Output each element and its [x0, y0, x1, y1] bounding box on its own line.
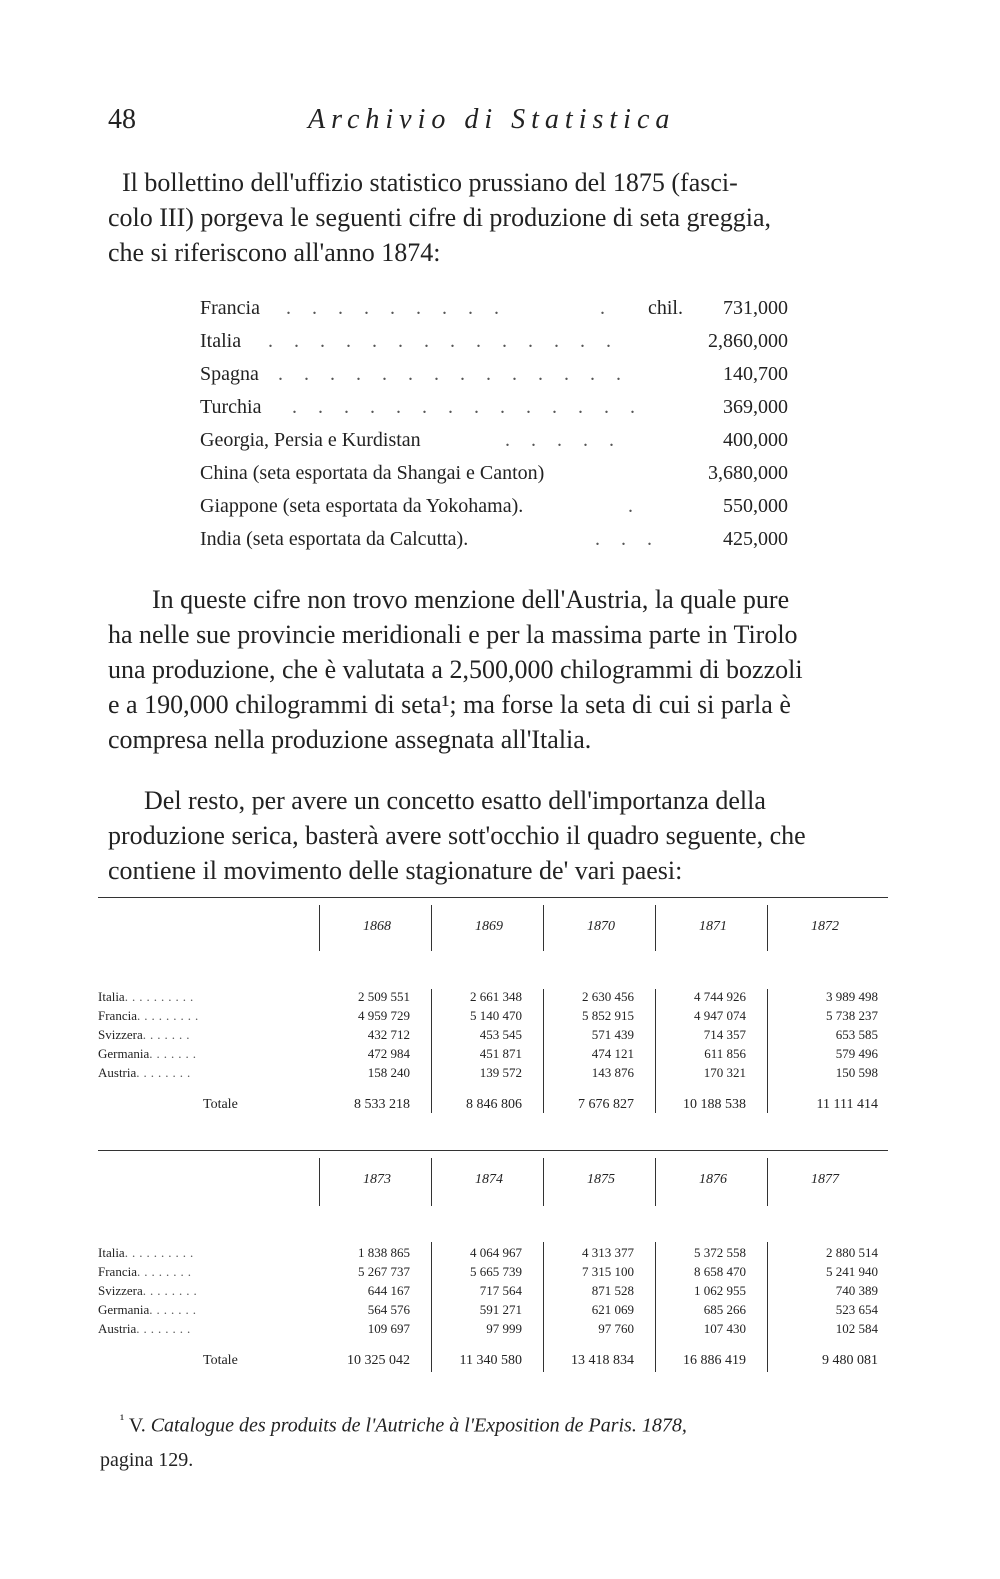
table-cell: 143 876: [591, 1065, 634, 1080]
year-header: 1871: [699, 919, 727, 934]
paragraph-austria: [108, 582, 888, 757]
table-cell: 150 598: [835, 1065, 878, 1080]
text-line: compresa nella produzione assegnata all'Italia.: [108, 725, 592, 754]
year-header: 1873: [363, 1172, 391, 1187]
row-label: Austria: [98, 1065, 137, 1080]
footnote-page: pagina 129.: [100, 1448, 194, 1471]
table-cell: 453 545: [479, 1027, 522, 1042]
year-header: 1874: [475, 1172, 503, 1187]
text-line: produzione serica, basterà avere sott'occhio il quadro seguente, che: [108, 821, 806, 850]
text-line: contiene il movimento delle stagionature de' vari paesi:: [108, 856, 683, 885]
text-line: In queste cifre non trovo menzione dell'Austria, la quale pure: [152, 585, 790, 614]
table-cell: 4 947 074: [694, 1008, 746, 1023]
year-header: 1876: [699, 1172, 727, 1187]
table-cell: 5 738 237: [826, 1008, 878, 1023]
table-cell: 5 241 940: [826, 1264, 878, 1279]
table-cell: 621 069: [591, 1302, 634, 1317]
table-cell: 97 999: [486, 1321, 522, 1336]
table-cell: 5 267 737: [358, 1264, 410, 1279]
table-cell: 432 712: [367, 1027, 410, 1042]
total-cell: 8 846 806: [466, 1097, 522, 1112]
production-value: 425,000: [723, 528, 788, 550]
year-header: 1877: [811, 1172, 839, 1187]
year-header: 1869: [475, 919, 503, 934]
production-row: Spagna . . . . . . . . . . . . . . 140,700: [200, 363, 788, 385]
production-row: [200, 462, 800, 495]
unit-label: chil.: [648, 297, 683, 319]
country-name: Spagna: [200, 363, 259, 385]
table-cell: 1 838 865: [358, 1245, 410, 1260]
production-value: 550,000: [723, 495, 788, 517]
paragraph-conditioning: [108, 783, 888, 888]
row-label: Italia: [98, 1245, 125, 1260]
table-cell: 5 665 739: [470, 1264, 522, 1279]
page-number: 48: [108, 104, 136, 135]
country-name: Giappone (seta esportata da Yokohama).: [200, 495, 524, 517]
footnote-mark: ¹: [120, 1413, 125, 1428]
table-cell: 714 357: [703, 1027, 746, 1042]
table-cell: 5 372 558: [694, 1245, 746, 1260]
country-name: India (seta esportata da Calcutta).: [200, 528, 469, 550]
table-cell: 871 528: [591, 1283, 634, 1298]
text-line: ha nelle sue provincie meridionali e per la massima parte in Tirolo: [108, 620, 798, 649]
table-cell: 653 585: [835, 1027, 878, 1042]
table-cell: 523 654: [835, 1302, 878, 1317]
total-cell: 10 188 538: [683, 1097, 746, 1112]
table-cell: 474 121: [591, 1046, 634, 1061]
total-cell: 9 480 081: [822, 1353, 878, 1368]
footnote: [100, 1404, 890, 1477]
production-list: [200, 297, 800, 561]
production-row: Italia . . . . . . . . . . . . . . 2,860,000: [200, 330, 788, 352]
running-title: Archivio di Statistica: [308, 104, 676, 135]
total-label: Totale: [203, 1353, 238, 1368]
total-cell: 10 325 042: [347, 1353, 410, 1368]
year-header: 1872: [811, 919, 839, 934]
table-cell: 139 572: [479, 1065, 522, 1080]
production-value: 140,700: [723, 363, 788, 385]
total-cell: 11 111 414: [816, 1097, 878, 1112]
production-value: 369,000: [723, 396, 788, 418]
row-label: Germania: [98, 1046, 150, 1061]
table-cell: 717 564: [479, 1283, 522, 1298]
table-cell: 472 984: [367, 1046, 410, 1061]
total-cell: 11 340 580: [459, 1353, 522, 1368]
table-cell: 4 744 926: [694, 989, 746, 1004]
table-cell: 4 313 377: [582, 1245, 634, 1260]
table-cell: 5 140 470: [470, 1008, 522, 1023]
country-name: Turchia: [200, 396, 262, 418]
table-cell: 109 697: [367, 1321, 410, 1336]
production-row: Turchia . . . . . . . . . . . . . . 369,000: [200, 396, 788, 418]
row-label: Italia: [98, 989, 125, 1004]
text-line: colo III) porgeva le seguenti cifre di produzione di seta greggia,: [108, 203, 771, 232]
table-cell: 158 240: [367, 1065, 410, 1080]
text-line: Il bollettino dell'uffizio statistico prussiano del 1875 (fasci-: [122, 168, 738, 197]
country-name: Francia: [200, 297, 260, 319]
table-cell: 591 271: [479, 1302, 522, 1317]
total-cell: 13 418 834: [571, 1353, 634, 1368]
table-cell: 102 584: [835, 1321, 878, 1336]
country-name: China (seta esportata da Shangai e Canton): [200, 462, 545, 484]
table-cell: 2 630 456: [582, 989, 634, 1004]
production-value: 400,000: [723, 429, 788, 451]
production-row: Francia . . . . . . . . . . chil. 731,000: [200, 297, 788, 319]
table-cell: 740 389: [835, 1283, 878, 1298]
row-label: Austria: [98, 1321, 137, 1336]
table-cell: 2 880 514: [826, 1245, 878, 1260]
table-cell: 571 439: [591, 1027, 634, 1042]
total-cell: 16 886 419: [683, 1353, 746, 1368]
document-page: 48 Archivio di Statistica Il bollettino dell'uffizio statistico prussiano del 1875 (fasci- colo III) porgeva le seguenti cifre di produzione di seta greggia, che si riferiscono all'anno 1874: Francia . . . . . . . . . . chil. 731,000 Italia . . . . . . . . . . . . . . 2,860,000 Spagna . . . . . . . . . . . . . . 140,700 Turchia . . . . . . . . . . . . . . 369,000 Georgia, Persia e Kurdistan . . . . . 400,000 China (seta esportata da Shangai e Canton) 3,680,000 Giappone (seta esportata da Yokohama). . 550,000 India (seta esportata da Calcutta). . . . 425,000 In queste cifre non trovo menzione dell'Austria, la quale pure ha nelle sue provincie meridionali e per la massima parte in Tirolo una produzione, che è valutata a 2,500,000 chilogrammi di bozzoli e a 190,000 chilogrammi di seta¹; ma forse la seta di cui si parla è compresa nella produzione assegnata all'Italia. Del resto, per avere un concetto esatto dell'importanza della produzione serica, basterà avere sott'occhio il quadro seguente, che contiene il movimento delle stagionature de' vari paesi: 1868 1869 1870 1871 1872 Italia.......... 2 509 551 2 661 348 2 630 456 4 744 926 3 989 498 Francia......... 4 959 729 5 140 470 5 852 915 4 947 074 5 738 237 Svizzera....... 432 712 453 545 571 439 714 357 653 585 Germania....... 472 984 451 871 474 121 611 856 579 496 Austria........ 158 240 139 572 143 876 170 321 150 598 Totale 8 533 218 8 846 806 7 676 827 10 188 538 11 111 414 1873 1874 1875 1876 1877 Italia.......... 1 838 865 4 064 967 4 313 377 5 372 558 2 880 514 Francia........ 5 267 737 5 665 739 7 315 100 8 658 470 5 241 940 Svizzera........ 644 167 717 564 871 528 1 062 955 740 389 Germania....... 564 576 591 271 621 069 685 266 523 654 Austria........ 109 697 97 999 97 760 107 430 102 584 Totale 10 325 042 11 340 580 13 418 834 16 886 419 9 480 081 $^{^1}$ V. Catalogue des produits de l'Autriche à l'Exposition de Paris. 1878, pagina 129.: [0, 0, 1000, 1579]
production-value: 2,860,000: [708, 330, 788, 352]
table-cell: 644 167: [367, 1283, 410, 1298]
production-row: Georgia, Persia e Kurdistan . . . . . 400,000: [200, 429, 788, 451]
table-cell: 564 576: [367, 1302, 410, 1317]
production-value: 731,000: [723, 297, 788, 319]
total-cell: 8 533 218: [354, 1097, 410, 1112]
table-cell: 5 852 915: [582, 1008, 634, 1023]
table-cell: 1 062 955: [694, 1283, 746, 1298]
table-cell: 7 315 100: [582, 1264, 634, 1279]
row-label: Francia: [98, 1008, 137, 1023]
table-cell: 97 760: [598, 1321, 634, 1336]
year-header: 1875: [587, 1172, 615, 1187]
footnote-title: Catalogue des produits de l'Autriche à l'Exposition de Paris. 1878,: [150, 1414, 687, 1437]
paragraph-intro: [108, 165, 888, 270]
row-label: Svizzera: [98, 1027, 143, 1042]
table-cell: 2 509 551: [358, 989, 410, 1004]
text-line: Del resto, per avere un concetto esatto dell'importanza della: [144, 786, 766, 815]
table-cell: 170 321: [703, 1065, 746, 1080]
table-cell: 8 658 470: [694, 1264, 746, 1279]
country-name: Georgia, Persia e Kurdistan: [200, 429, 421, 451]
table-cell: 4 959 729: [358, 1008, 410, 1023]
table-cell: 611 856: [704, 1046, 746, 1061]
row-label: Francia: [98, 1264, 137, 1279]
text-line: una produzione, che è valutata a 2,500,000 chilogrammi di bozzoli: [108, 655, 803, 684]
text-line: che si riferiscono all'anno 1874:: [108, 238, 441, 267]
row-label: Svizzera: [98, 1283, 143, 1298]
table-cell: 107 430: [703, 1321, 746, 1336]
country-name: Italia: [200, 330, 242, 352]
total-label: Totale: [203, 1097, 238, 1112]
year-header: 1870: [587, 919, 615, 934]
table-cell: 4 064 967: [470, 1245, 522, 1260]
production-value: 3,680,000: [708, 462, 788, 484]
table-cell: 3 989 498: [826, 989, 878, 1004]
row-label: Germania: [98, 1302, 150, 1317]
footnote-prefix: V.: [128, 1414, 146, 1437]
table-cell: 685 266: [703, 1302, 746, 1317]
table-cell: 579 496: [835, 1046, 878, 1061]
production-row: Giappone (seta esportata da Yokohama). . 550,000: [200, 495, 788, 517]
production-row: India (seta esportata da Calcutta). . . . 425,000: [200, 528, 788, 550]
table-cell: 451 871: [479, 1046, 522, 1061]
year-header: 1868: [363, 919, 391, 934]
text-line: e a 190,000 chilogrammi di seta¹; ma forse la seta di cui si parla è: [108, 690, 791, 719]
total-cell: 7 676 827: [578, 1097, 634, 1112]
table-cell: 2 661 348: [470, 989, 522, 1004]
page-header: [108, 104, 728, 144]
